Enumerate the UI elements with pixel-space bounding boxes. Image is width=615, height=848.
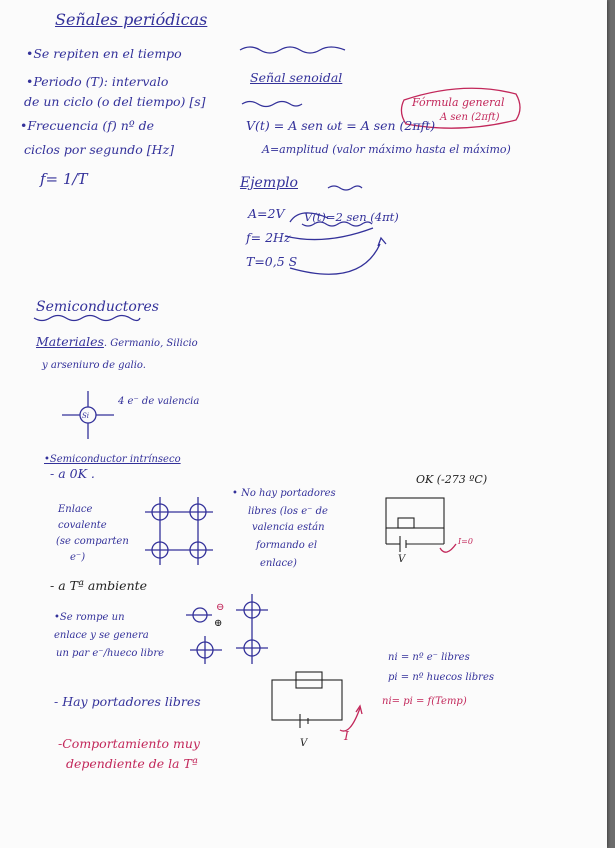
voltage-label-0k: V [398, 554, 406, 565]
wavy-underline-semi [34, 316, 140, 321]
formula-senoidal: V(t) = A sen ωt = A sen (2πft) [246, 118, 436, 133]
arrow-t [290, 244, 380, 274]
enlace-line-3: (se comparten [56, 536, 129, 547]
rompe-line-1: •Se rompe un [54, 612, 125, 623]
enlace-line-1: Enlace [58, 504, 93, 515]
ejemplo-result: V(t)=2 sen (4πt) [304, 210, 399, 224]
ni-note-3: ni= pi = f(Temp) [382, 696, 467, 707]
no-portadores-4: formando el [256, 540, 318, 551]
materiales-line-1 [36, 334, 198, 351]
title-senales: Señales periódicas [55, 10, 208, 29]
scribble-crossout-3 [328, 186, 362, 190]
hay-portadores: - Hay portadores libres [54, 694, 201, 709]
formula-general-value: A sen (2πft) [440, 112, 500, 123]
materiales-rest: . Germanio, Silicio [103, 338, 198, 349]
amplitud-note: A=amplitud (valor máximo hasta el máximo) [262, 143, 511, 156]
senoidal-title: Señal senoidal [250, 70, 343, 85]
circuit-ambient [272, 672, 362, 731]
ejemplo-amplitude: A=2V [248, 206, 285, 221]
rompe-line-2: enlace y se genera [54, 630, 149, 641]
valence-note: 4 e⁻ de valencia [118, 396, 200, 407]
ni-note-2: pi = nº huecos libres [388, 672, 495, 683]
atom-symbol: Si [82, 412, 90, 420]
no-portadores-5: enlace) [260, 558, 297, 569]
comportamiento-1: -Comportamiento muy [58, 736, 200, 751]
scribble-crossout-2 [242, 102, 302, 107]
current-label: I [344, 728, 349, 743]
no-portadores-2: libres (los e⁻ de [248, 506, 328, 517]
ejemplo-title: Ejemplo [240, 175, 298, 191]
arrow-f [285, 228, 373, 240]
current-zero: I=0 [458, 537, 473, 546]
plus-sign: ⊕ [214, 618, 223, 629]
materiales-label: Materiales [36, 334, 104, 349]
circuit-0k [386, 498, 456, 552]
voltage-label-ambient: V [300, 738, 308, 749]
senales-line-4: •Frecuencia (f) nº de [20, 118, 154, 133]
ni-note-1: ni = nº e⁻ libres [388, 652, 470, 663]
rompe-line-3: un par e⁻/hueco libre [56, 648, 165, 659]
ambiente-title: - a Tª ambiente [50, 578, 148, 593]
senales-line-2: •Periodo (T): intervalo [26, 74, 169, 89]
ok-circuit-label: OK (-273 ºC) [416, 473, 488, 486]
senales-line-5: ciclos por segundo [Hz] [24, 142, 175, 157]
minus-sign: ⊖ [216, 602, 225, 613]
title-semiconductores: Semiconductores [36, 299, 159, 315]
lattice-ambient [186, 594, 268, 664]
senales-line-3: de un ciclo (o del tiempo) [s] [24, 94, 206, 109]
ok-title: - a 0K . [50, 466, 95, 481]
scribble-crossout-1 [240, 47, 345, 53]
intrinseco-title: •Semiconductor intrínseco [44, 454, 181, 465]
lattice-0k [145, 497, 213, 565]
formula-general-label: Fórmula general [412, 96, 505, 109]
no-portadores-1: • No hay portadores [232, 488, 336, 499]
enlace-line-2: covalente [58, 520, 107, 531]
ejemplo-period: T=0,5 S [246, 254, 298, 269]
no-portadores-3: valencia están [252, 522, 325, 533]
comportamiento-2: dependiente de la Tª [66, 756, 198, 771]
ejemplo-frequency: f= 2Hz [246, 230, 291, 245]
materiales-line-2: y arseniuro de galio. [42, 360, 146, 371]
enlace-line-4: e⁻) [70, 552, 86, 563]
senales-line-1: •Se repiten en el tiempo [26, 46, 182, 61]
formula-frequency: f= 1/T [40, 170, 88, 188]
